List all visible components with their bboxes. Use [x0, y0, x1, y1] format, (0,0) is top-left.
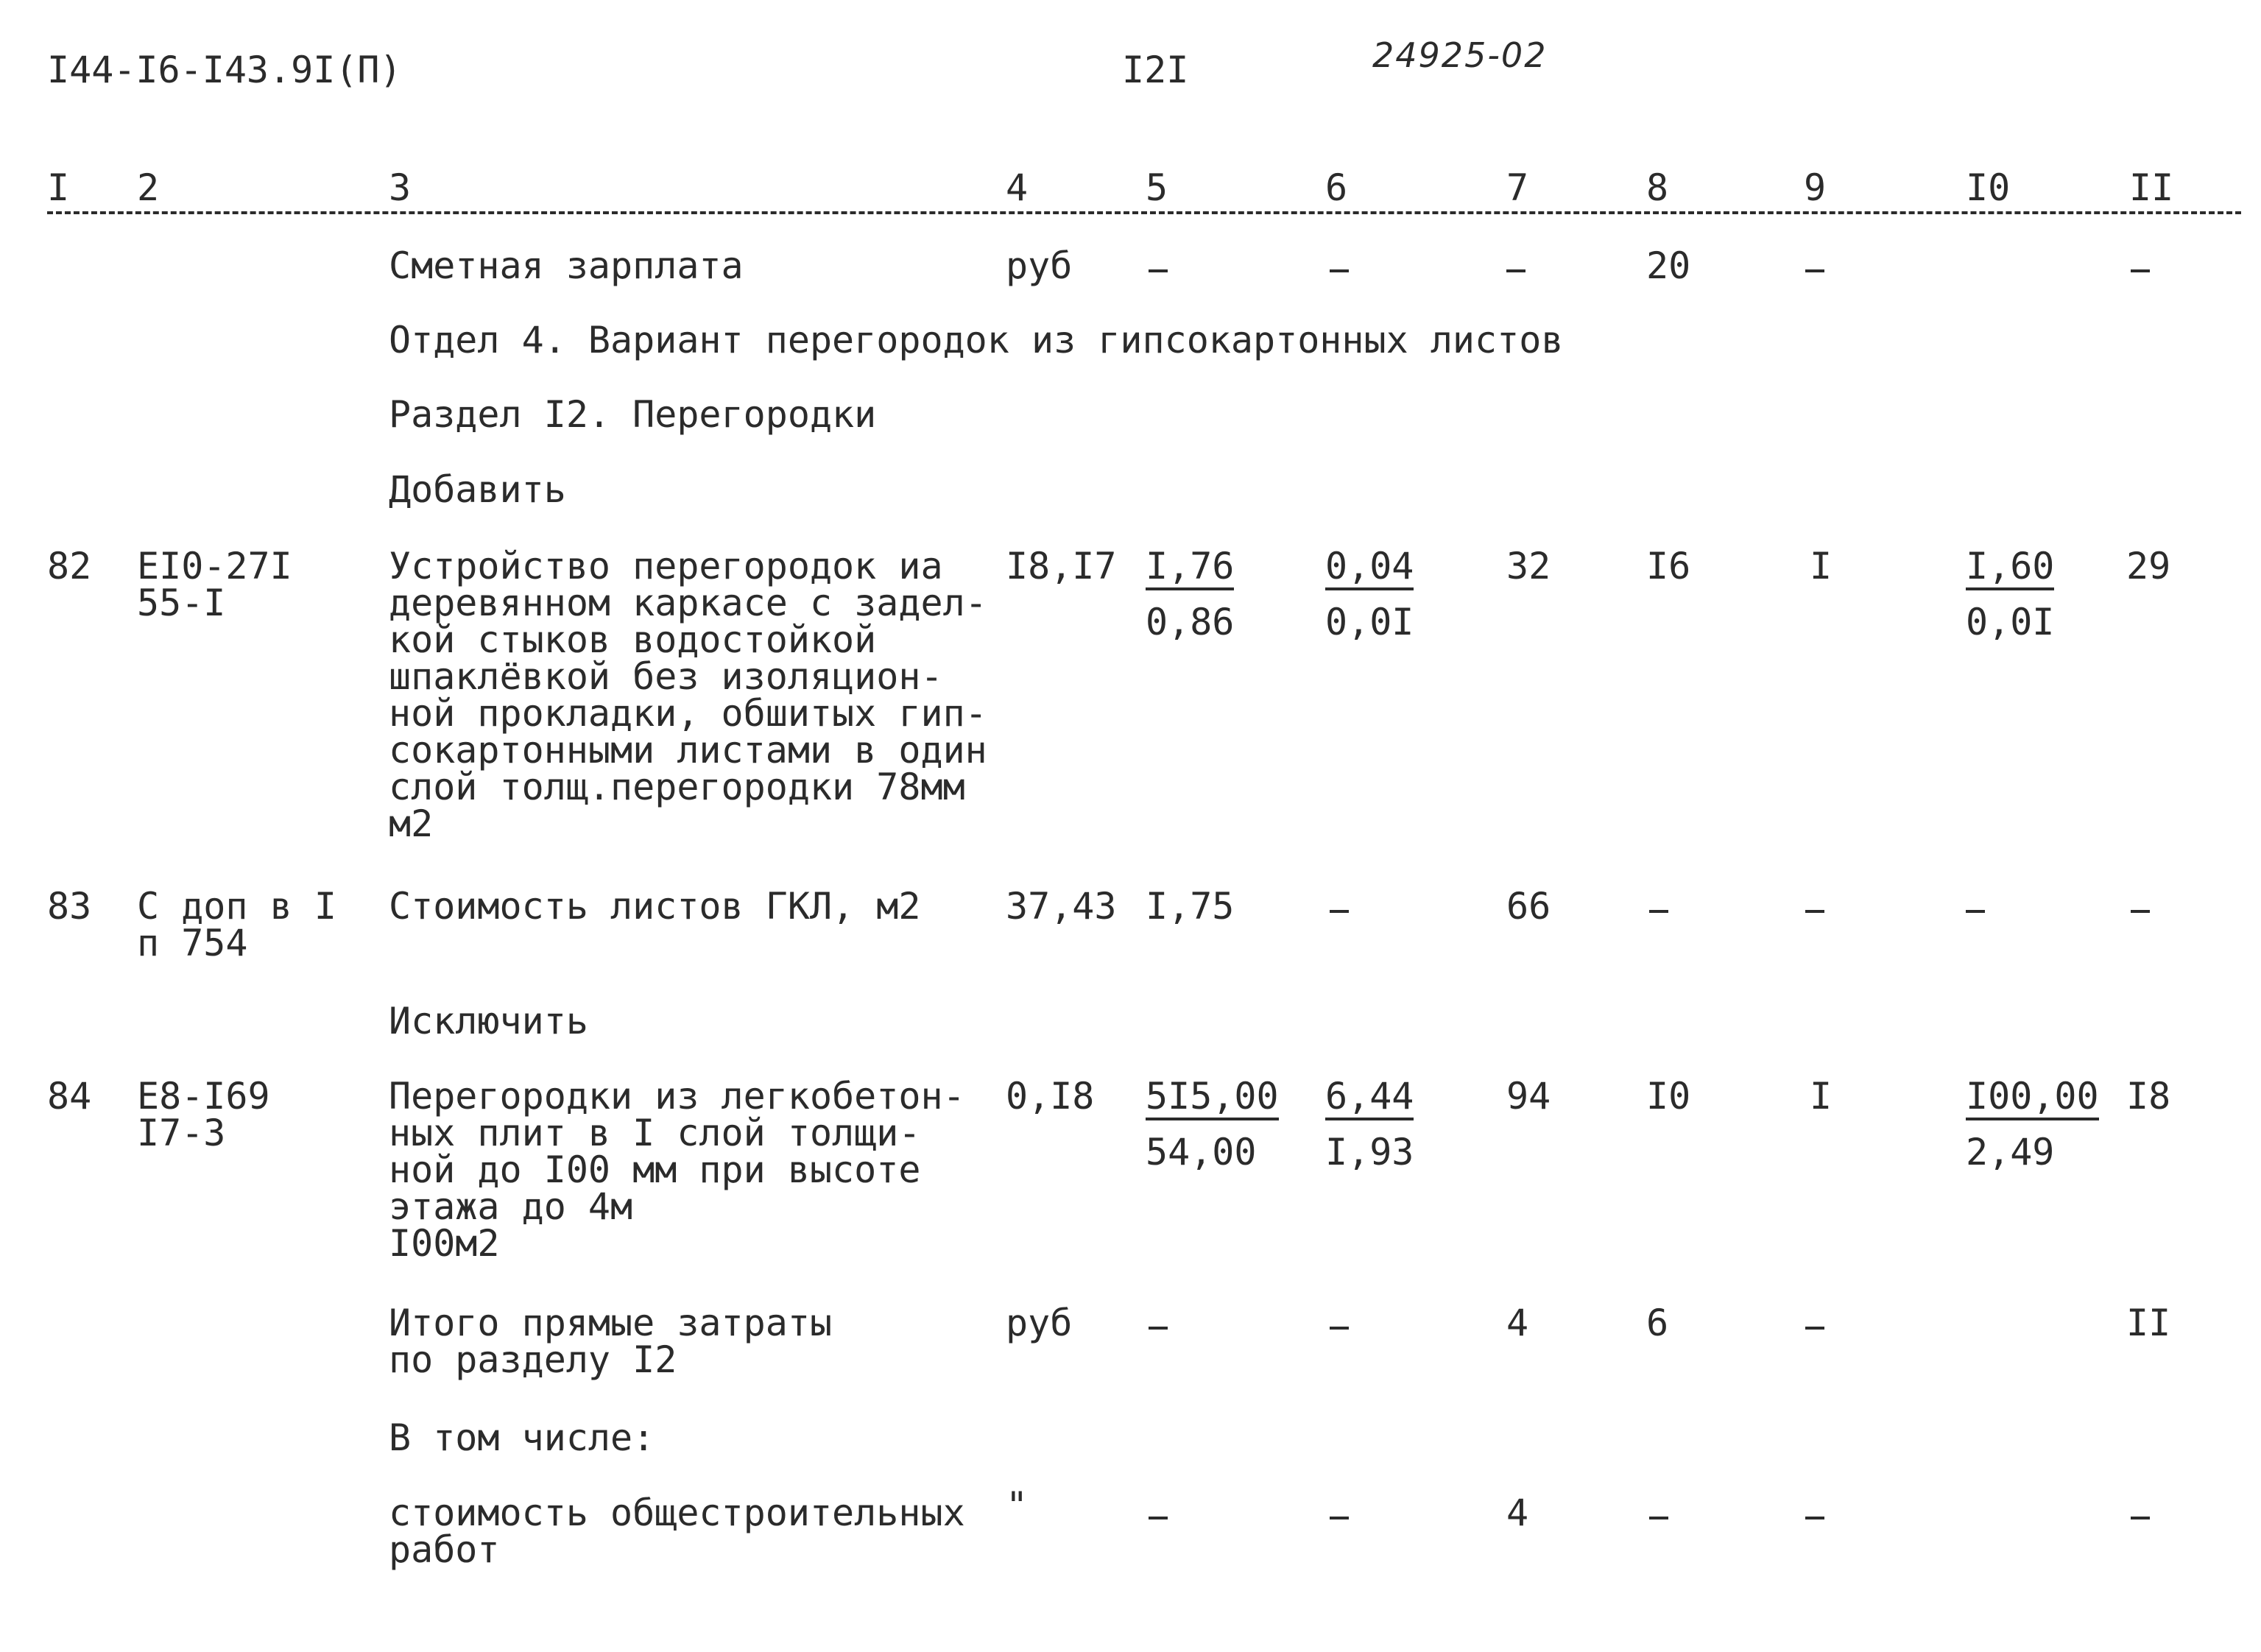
fraction-top: 6,44	[1325, 1078, 1414, 1120]
fraction-bottom: I,93	[1325, 1131, 1414, 1173]
empty-dash	[2131, 910, 2150, 913]
value-cell: 94	[1506, 1075, 1551, 1118]
description-line: кой стыков водостойкой	[389, 618, 877, 661]
value-cell: 6	[1646, 1302, 1669, 1344]
description-line: ной до I00 мм при высоте	[389, 1148, 921, 1191]
value-cell: 29	[2126, 545, 2171, 587]
rate-code: I7-3	[137, 1112, 226, 1154]
row-description: работ	[389, 1528, 500, 1571]
header-rule	[47, 211, 2241, 214]
description-line: Устройство перегородок иа	[389, 545, 943, 587]
value-cell: I	[1810, 1075, 1833, 1118]
empty-dash	[1330, 1327, 1349, 1330]
value-cell: I	[1810, 545, 1833, 587]
description-line: м2	[389, 802, 434, 845]
fraction-bottom: 2,49	[1966, 1131, 2055, 1173]
description-line: деревянном каркасе с задел-	[389, 582, 987, 624]
column-header: II	[2129, 166, 2174, 209]
empty-dash	[1330, 910, 1349, 913]
unit-cell: руб	[1006, 244, 1073, 287]
rate-code: С доп в I	[137, 885, 336, 928]
empty-dash	[1805, 910, 1824, 913]
fraction-top: 5I5,00	[1146, 1078, 1279, 1120]
subsection-title: Раздел I2. Перегородки	[389, 393, 877, 436]
column-header: 2	[137, 166, 160, 209]
quantity-cell: 37,43	[1006, 885, 1117, 928]
page-number: I2I	[1122, 49, 1189, 91]
fraction-bottom: 0,86	[1146, 601, 1235, 643]
rate-code: EI0-27I	[137, 545, 292, 587]
including-label: В том числе:	[389, 1416, 655, 1459]
value-cell: 32	[1506, 545, 1551, 587]
value-cell: 4	[1506, 1302, 1529, 1344]
description-line: слой толщ.перегородки 78мм	[389, 766, 965, 808]
empty-dash	[1149, 269, 1168, 272]
empty-dash	[2131, 269, 2150, 272]
description-line: этажа до 4м	[389, 1185, 633, 1228]
column-header: 5	[1146, 166, 1168, 209]
description-line: сокартонными листами в один	[389, 729, 987, 772]
ditto-mark: "	[1006, 1484, 1029, 1527]
total-description: по разделу I2	[389, 1338, 677, 1381]
empty-dash	[1330, 1517, 1349, 1519]
row-number: 82	[47, 545, 92, 587]
fraction-top: I,76	[1146, 548, 1234, 590]
section-title: Отдел 4. Вариант перегородок из гипсокартонных листов	[389, 319, 1564, 361]
description-line: ной прокладки, обшитых гип-	[389, 692, 987, 735]
description-line: ных плит в I слой толщи-	[389, 1112, 921, 1154]
column-header: 8	[1646, 166, 1669, 209]
column-header: 9	[1804, 166, 1827, 209]
value-cell: II	[2126, 1302, 2171, 1344]
total-description: Итого прямые затраты	[389, 1302, 833, 1344]
description-line: Перегородки из легкобетон-	[389, 1075, 965, 1118]
row-number: 83	[47, 885, 92, 928]
empty-dash	[1805, 1517, 1824, 1519]
empty-dash	[1649, 910, 1668, 913]
empty-dash	[1966, 910, 1985, 913]
empty-dash	[1506, 269, 1525, 272]
description-line: шпаклёвкой без изоляцион-	[389, 655, 943, 698]
value-cell: I8	[2126, 1075, 2171, 1118]
value-cell: 4	[1506, 1492, 1529, 1534]
column-header: 3	[389, 166, 412, 209]
row-description: Сметная зарплата	[389, 244, 744, 287]
fraction-bottom: 54,00	[1146, 1131, 1257, 1173]
fraction-top: I,60	[1966, 548, 2054, 590]
rate-code: п 754	[137, 922, 248, 964]
empty-dash	[1149, 1327, 1168, 1330]
handwritten-number: 24925-02	[1372, 35, 1548, 75]
column-header: I0	[1966, 166, 2011, 209]
rate-code: 55-I	[137, 582, 226, 624]
empty-dash	[1330, 269, 1349, 272]
column-header: I	[47, 166, 70, 209]
fraction-bottom: 0,0I	[1966, 601, 2055, 643]
add-label: Добавить	[389, 468, 566, 511]
empty-dash	[1649, 1517, 1668, 1519]
rate-code: E8-I69	[137, 1075, 270, 1118]
value-cell: I6	[1646, 545, 1691, 587]
column-header: 6	[1325, 166, 1348, 209]
fraction-bottom: 0,0I	[1325, 601, 1414, 643]
quantity-cell: I8,I7	[1006, 545, 1117, 587]
value-cell: I0	[1646, 1075, 1691, 1118]
empty-dash	[1805, 1327, 1824, 1330]
row-description: Стоимость листов ГКЛ, м2	[389, 885, 921, 928]
value-cell: I,75	[1146, 885, 1235, 928]
row-description: стоимость общестроительных	[389, 1492, 965, 1534]
fraction-top: 0,04	[1325, 548, 1414, 590]
empty-dash	[1149, 1517, 1168, 1519]
row-number: 84	[47, 1075, 92, 1118]
exclude-label: Исключить	[389, 1000, 588, 1042]
empty-dash	[2131, 1517, 2150, 1519]
column-header: 7	[1506, 166, 1529, 209]
column-header: 4	[1006, 166, 1029, 209]
fraction-top: I00,00	[1966, 1078, 2099, 1120]
value-cell: 20	[1646, 244, 1691, 287]
value-cell: 66	[1506, 885, 1551, 928]
unit-cell: руб	[1006, 1302, 1073, 1344]
empty-dash	[1805, 269, 1824, 272]
description-line: I00м2	[389, 1222, 500, 1265]
quantity-cell: 0,I8	[1006, 1075, 1095, 1118]
document-code: I44-I6-I43.9I(П)	[47, 49, 402, 91]
